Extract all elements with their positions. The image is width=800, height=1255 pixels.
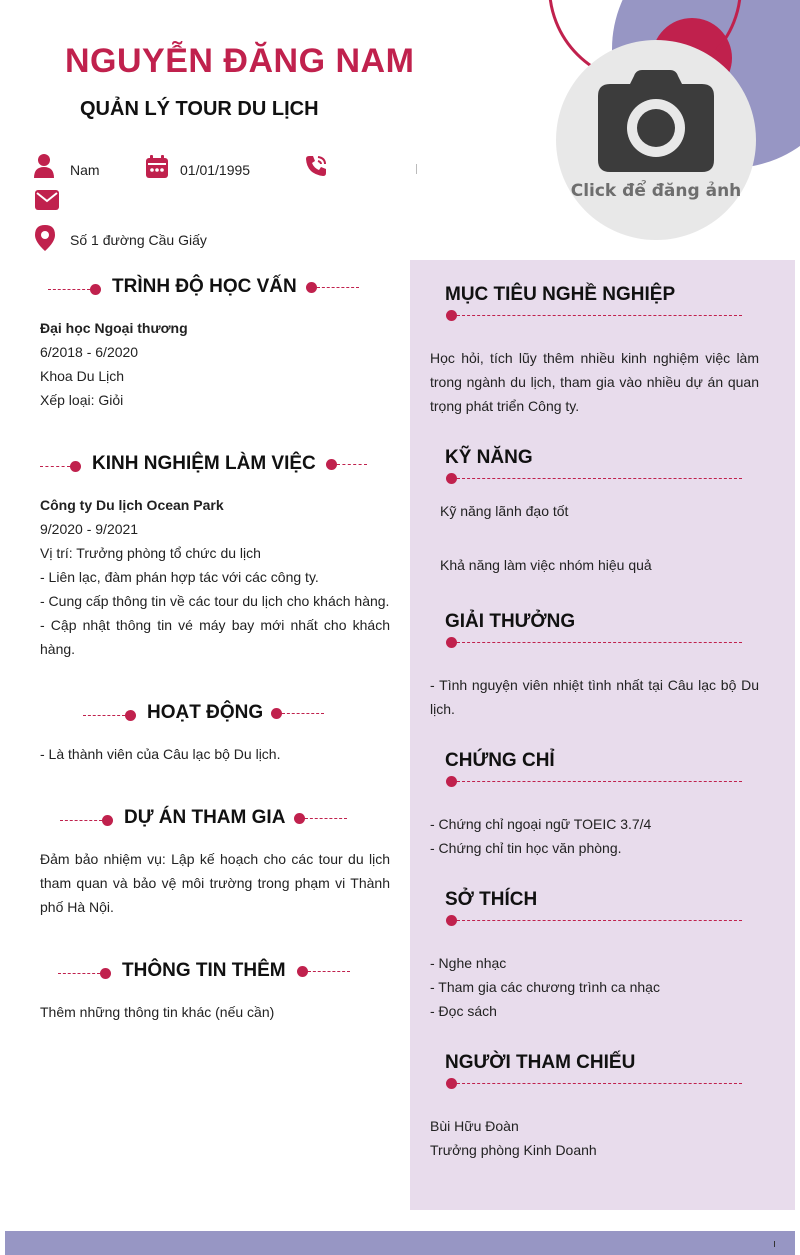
divider <box>58 973 100 974</box>
divider-dot <box>271 708 282 719</box>
section-title-awards: GIẢI THƯỞNG <box>445 611 576 632</box>
divider-dot <box>306 282 317 293</box>
divider-dot <box>297 966 308 977</box>
phone-icon <box>304 154 328 178</box>
divider <box>308 971 350 972</box>
photo-upload[interactable] <box>556 40 756 240</box>
divider <box>305 818 347 819</box>
calendar-icon <box>146 155 168 178</box>
objective-text[interactable]: Học hỏi, tích lũy thêm nhiều kinh nghiệm việc làm trong ngành du lịch, tham gia vào nhiều dự án quan trọng phát triển Công ty. <box>430 350 759 414</box>
job-title[interactable]: QUẢN LÝ TOUR DU LỊCH <box>80 98 319 120</box>
divider <box>457 920 742 921</box>
divider-dot <box>446 637 457 648</box>
divider <box>457 315 742 316</box>
divider-dot <box>446 1078 457 1089</box>
divider <box>317 287 359 288</box>
section-title-activities: HOẠT ĐỘNG <box>147 702 264 723</box>
activities-text[interactable]: - Là thành viên của Câu lạc bộ Du lịch. <box>40 746 281 762</box>
section-title-objective: MỤC TIÊU NGHỀ NGHIỆP <box>445 284 676 305</box>
more-info-text[interactable]: Thêm những thông tin khác (nếu cần) <box>40 1004 275 1020</box>
divider-dot <box>446 473 457 484</box>
divider-dot <box>70 461 81 472</box>
divider <box>457 1083 742 1084</box>
birthdate-value[interactable]: 01/01/1995 <box>180 162 251 178</box>
experience-period[interactable]: 9/2020 - 9/2021 <box>40 521 139 537</box>
experience-task[interactable]: - Cập nhật thông tin vé máy bay mới nhất cho khách hàng. <box>40 617 390 657</box>
certificate-item[interactable]: - Chứng chỉ tin học văn phòng. <box>430 840 622 856</box>
education-faculty[interactable]: Khoa Du Lịch <box>40 368 125 384</box>
divider <box>83 715 125 716</box>
photo-caption: Click để đăng ảnh <box>570 181 742 201</box>
skill-item[interactable]: Kỹ năng lãnh đạo tốt <box>440 503 569 519</box>
footer-mark <box>774 1241 775 1247</box>
divider-dot <box>90 284 101 295</box>
section-title-hobbies: SỞ THÍCH <box>445 889 538 910</box>
certificate-item[interactable]: - Chứng chỉ ngoại ngữ TOEIC 3.7/4 <box>430 816 652 832</box>
phone-caret <box>416 164 417 174</box>
divider-dot <box>446 776 457 787</box>
skill-item[interactable]: Khả năng làm việc nhóm hiệu quả <box>440 557 652 573</box>
divider-dot <box>102 815 113 826</box>
location-icon <box>35 225 55 251</box>
footer-bar <box>5 1231 795 1255</box>
email-icon <box>35 190 59 210</box>
section-title-references: NGƯỜI THAM CHIẾU <box>445 1052 636 1073</box>
divider <box>60 820 102 821</box>
divider-dot <box>326 459 337 470</box>
divider <box>457 642 742 643</box>
candidate-name[interactable]: NGUYỄN ĐĂNG NAM <box>65 42 415 80</box>
section-title-skills: KỸ NĂNG <box>445 447 533 468</box>
experience-task[interactable]: - Liên lạc, đàm phán hợp tác với các công ty. <box>40 569 319 585</box>
section-title-education: TRÌNH ĐỘ HỌC VẤN <box>112 276 297 297</box>
projects-text[interactable]: Đảm bảo nhiệm vụ: Lập kế hoạch cho các tour du lịch tham quan và bảo vệ môi trường trong phạm vi Thành phố Hà Nội. <box>40 851 390 915</box>
section-title-certificates: CHỨNG CHỈ <box>445 750 555 771</box>
divider-dot <box>446 310 457 321</box>
hobby-item[interactable]: - Đọc sách <box>430 1003 497 1019</box>
education-school[interactable]: Đại học Ngoại thương <box>40 320 188 336</box>
divider <box>282 713 324 714</box>
section-title-experience: KINH NGHIỆM LÀM VIỆC <box>92 453 316 474</box>
divider <box>457 478 742 479</box>
hobby-item[interactable]: - Tham gia các chương trình ca nhạc <box>430 979 660 995</box>
user-icon <box>34 154 54 178</box>
education-grade[interactable]: Xếp loại: Giỏi <box>40 392 124 408</box>
camera-icon <box>596 68 716 174</box>
divider <box>337 464 367 465</box>
hobby-item[interactable]: - Nghe nhạc <box>430 955 507 971</box>
experience-task[interactable]: - Cung cấp thông tin về các tour du lịch cho khách hàng. <box>40 593 390 609</box>
reference-position[interactable]: Trưởng phòng Kinh Doanh <box>430 1142 597 1158</box>
education-period[interactable]: 6/2018 - 6/2020 <box>40 344 139 360</box>
divider <box>48 289 90 290</box>
divider <box>457 781 742 782</box>
divider <box>40 466 70 467</box>
address-value[interactable]: Số 1 đường Cầu Giấy <box>70 232 207 248</box>
section-title-more-info: THÔNG TIN THÊM <box>122 960 286 981</box>
experience-position[interactable]: Vị trí: Trưởng phòng tổ chức du lịch <box>40 545 261 561</box>
divider-dot <box>100 968 111 979</box>
awards-text[interactable]: - Tình nguyện viên nhiệt tình nhất tại Câu lạc bộ Du lịch. <box>430 677 759 717</box>
experience-company[interactable]: Công ty Du lịch Ocean Park <box>40 497 224 513</box>
divider-dot <box>125 710 136 721</box>
gender-value[interactable]: Nam <box>70 162 100 178</box>
divider-dot <box>294 813 305 824</box>
reference-name[interactable]: Bùi Hữu Đoàn <box>430 1118 519 1134</box>
divider-dot <box>446 915 457 926</box>
section-title-projects: DỰ ÁN THAM GIA <box>124 807 286 828</box>
